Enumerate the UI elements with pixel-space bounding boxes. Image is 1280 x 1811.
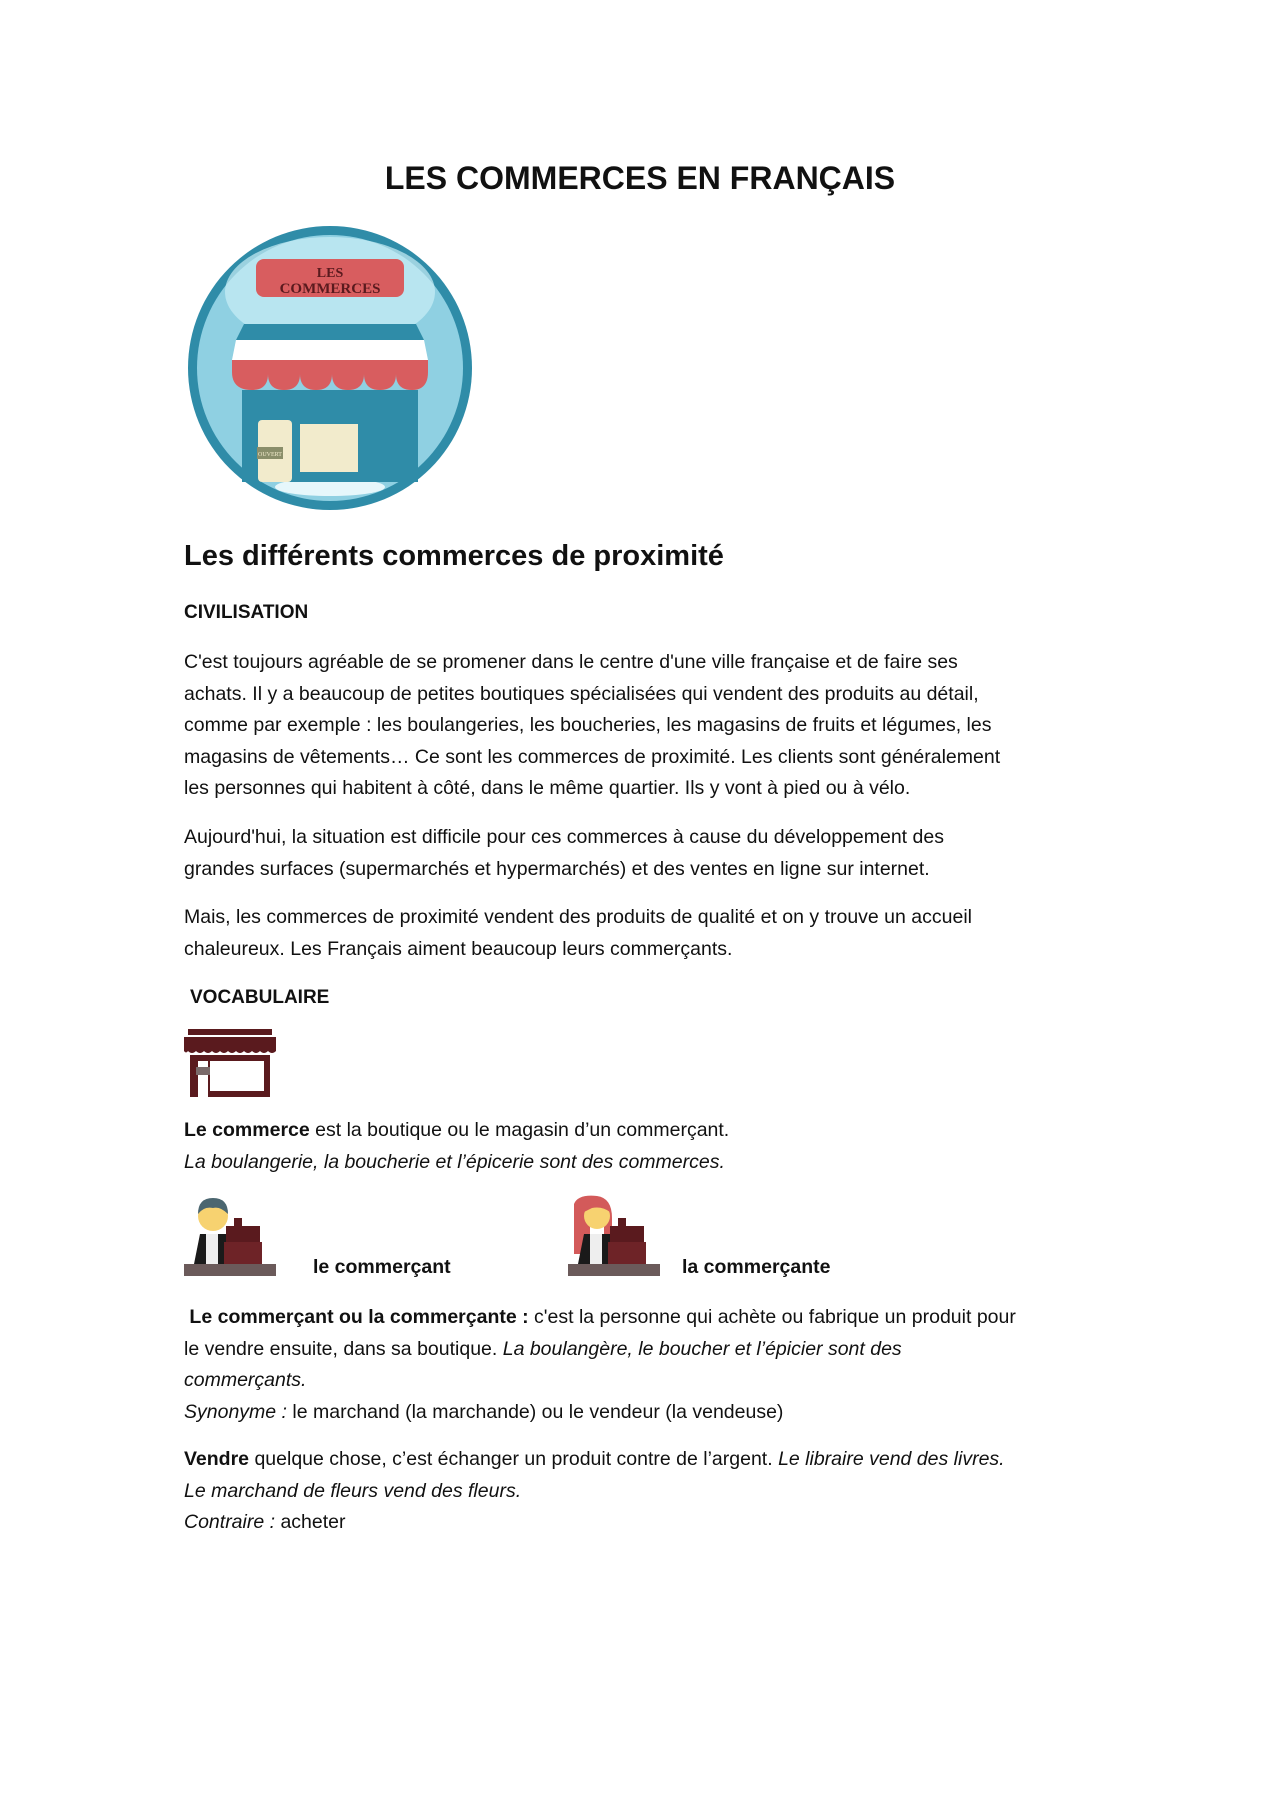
civilisation-paragraph-3: [184, 902, 972, 965]
text-line: Mais, les commerces de proximité vendent des produits de qualité et on y trouve un accueil: [184, 906, 972, 928]
vendre-definition: [184, 1444, 1005, 1539]
term-vendre: Vendre: [184, 1448, 250, 1470]
example-text: Le marchand de fleurs vend des fleurs.: [184, 1479, 522, 1502]
antonym-label: Contraire :: [184, 1511, 276, 1533]
logo-sign-text: LES: [316, 266, 344, 281]
synonym-label: Synonyme :: [184, 1400, 287, 1423]
commercant-definition: [184, 1302, 1016, 1428]
shop-icon: [184, 1029, 276, 1097]
label-commercante: la commerçante: [682, 1256, 831, 1278]
text-line: magasins de vêtements… Ce sont les commerces de proximité. Les clients sont généralement: [184, 745, 1001, 768]
civilisation-paragraph-2: [184, 822, 944, 885]
text-line: chaleureux. Les Français aiment beaucoup leurs commerçants.: [184, 937, 733, 960]
antonym-text: acheter: [275, 1511, 346, 1533]
synonym-text: le marchand (la marchande) ou le vendeur (la vendeuse): [286, 1400, 784, 1423]
label-commercant: le commerçant: [313, 1256, 451, 1278]
shop-logo-image: [184, 222, 476, 514]
text-line: C'est toujours agréable de se promener dans le centre d'une ville française et de faire ses: [184, 651, 958, 673]
term-commerce: Le commerce: [184, 1119, 310, 1141]
definition-text: est la boutique ou le magasin d’un commerçant.: [309, 1119, 730, 1141]
commerce-definition: [184, 1115, 729, 1178]
page-title: [0, 160, 1280, 197]
vocabulaire-heading: VOCABULAIRE: [190, 987, 330, 1008]
text-line: les personnes qui habitent à côté, dans le même quartier. Ils y vont à pied ou à vélo.: [184, 777, 911, 799]
door-sign-text: OUVERT: [258, 452, 282, 458]
text-line: achats. Il y a beaucoup de petites boutiques spécialisées qui vendent des produits au détail,: [184, 682, 979, 705]
civilisation-heading: CIVILISATION: [184, 602, 309, 623]
definition-text: le vendre ensuite, dans sa boutique.: [184, 1337, 503, 1360]
term-commercant: Le commerçant ou la commerçante :: [189, 1306, 529, 1328]
page-title-text: LES COMMERCES EN FRANÇAIS: [384, 160, 896, 196]
example-text: commerçants.: [184, 1369, 307, 1391]
example-text: Le libraire vend des livres.: [778, 1448, 1005, 1470]
logo-sign-text: COMMERCES: [279, 281, 381, 297]
definition-text: c'est la personne qui achète ou fabrique un produit pour: [528, 1306, 1016, 1328]
text-line: grandes surfaces (supermarchés et hypermarchés) et des ventes en ligne sur internet.: [184, 857, 930, 880]
example-text: La boulangerie, la boucherie et l’épicerie sont des commerces.: [184, 1150, 725, 1173]
text-line: comme par exemple : les boulangeries, les boucheries, les magasins de fruits et légumes, les: [184, 714, 992, 736]
civilisation-paragraph-1: [184, 647, 1000, 805]
male-shopkeeper-icon: [184, 1194, 276, 1276]
text-line: Aujourd'hui, la situation est difficile pour ces commerces à cause du développement des: [184, 826, 944, 848]
section-title: Les différents commerces de proximité: [184, 540, 724, 572]
example-text: La boulangère, le boucher et l’épicier sont des: [502, 1337, 902, 1360]
female-shopkeeper-icon: [568, 1194, 660, 1276]
definition-text: quelque chose, c’est échanger un produit contre de l’argent.: [249, 1448, 779, 1470]
